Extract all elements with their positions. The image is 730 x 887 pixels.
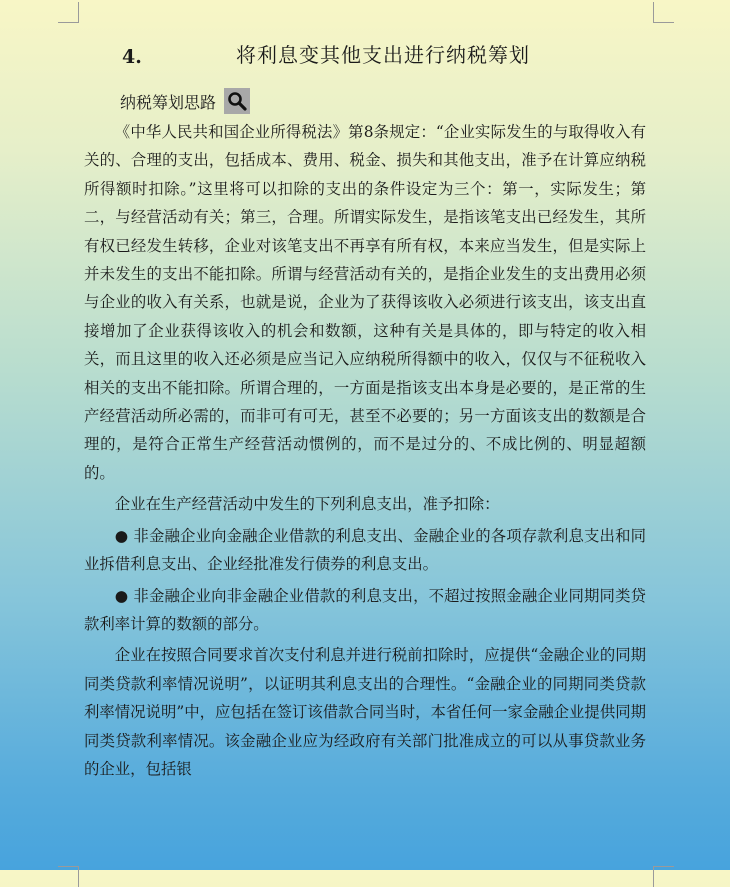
bullet-item-1: ● 非金融企业向金融企业借款的利息支出、金融企业的各项存款利息支出和同业拆借利息支出、企业经批准发行债券的利息支出。	[84, 526, 646, 574]
subheading-row	[120, 86, 646, 116]
search-icon[interactable]	[224, 88, 250, 114]
bullet-item-2: ● 非金融企业向非金融企业借款的利息支出，不超过按照金融企业同期同类贷款利率计算的数额的部分。	[84, 586, 646, 633]
crop-mark-top-right	[653, 2, 674, 23]
crop-mark-bottom-right	[653, 866, 674, 887]
document-page	[84, 40, 646, 783]
crop-mark-bottom-left	[58, 866, 79, 887]
paragraph-closing: 企业在按照合同要求首次支付利息并进行税前扣除时，应提供“金融企业的同期同类贷款利率情况说明”，以证明其利息支出的合理性。“金融企业的同期同类贷款利率情况说明”中，应包括在签订该借款合同当时，本省任何一家金融企业提供同期同类贷款利率情况。该金融企业应为经政府有关部门批准成立的可以从事贷款业务的企业，包括银	[84, 646, 646, 778]
paragraph-main: 《中华人民共和国企业所得税法》第8条规定：“企业实际发生的与取得收入有关的、合理的支出，包括成本、费用、税金、损失和其他支出，准予在计算应纳税所得额时扣除。”这里将可以扣除的支出的条件设定为三个：第一，实际发生；第二，与经营活动有关；第三，合理。所谓实际发生，是指该笔支出已经发生，其所有权已经发生转移，企业对该笔支出不再享有所有权，本来应当发生，但是实际上并未发生的支出不能扣除。所谓与经营活动有关的，是指企业发生的支出费用必须与企业的收入有关系，也就是说，企业为了获得该收入必须进行该支出，该支出直接增加了企业获得该收入的机会和数额，这种有关是具体的，即与特定的收入相关，而且这里的收入还必须是应当记入应纳税所得额中的收入，仅仅与不征税收入相关的支出不能扣除。所谓合理的，一方面是指该支出本身是必要的，是正常的生产经营活动所必需的，而非可有可无，甚至不必要的；另一方面该支出的数额是合理的，是符合正常生产经营活动惯例的，而不是过分的、不成比例的、明显超额的。	[84, 123, 646, 482]
magnifier-glyph	[227, 91, 247, 111]
subheading-label: 纳税筹划思路	[120, 92, 217, 112]
section-number: 4.	[122, 46, 142, 68]
section-title: 将利息变其他支出进行纳税筹划	[236, 43, 530, 67]
section-heading	[84, 40, 646, 74]
crop-mark-top-left	[58, 2, 79, 23]
paragraph-interest-intro: 企业在生产经营活动中发生的下列利息支出，准予扣除：	[114, 495, 500, 514]
